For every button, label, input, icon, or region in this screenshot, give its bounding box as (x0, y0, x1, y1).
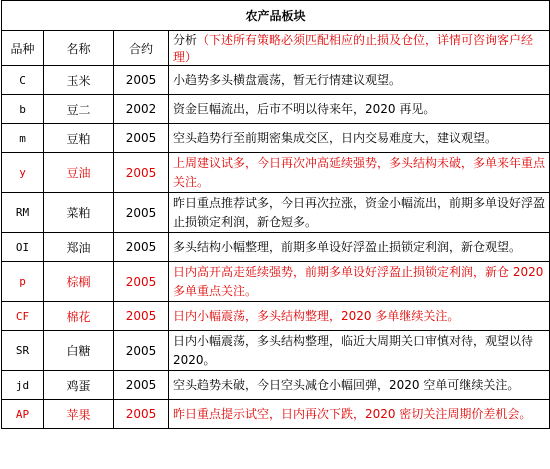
analysis-text: 日内高开高走延续强势，前期多单设好浮盈止损锁定利润，新仓 2020 多单重点关注。 (169, 262, 550, 302)
variety-name: 豆粕 (44, 124, 114, 153)
analysis-text: 昨日重点推荐试多，今日再次拉涨，资金小幅流出，前期多单设好浮盈止损锁定利润，新仓短多。 (169, 193, 550, 233)
contract-month: 2005 (114, 371, 169, 400)
contract-month: 2002 (114, 95, 169, 124)
variety-name: 鸡蛋 (44, 371, 114, 400)
variety-code: CF (2, 302, 44, 331)
analysis-text: 多头结构小幅整理，前期多单设好浮盈止损锁定利润，新仓观望。 (169, 233, 550, 262)
variety-name: 棕榈 (44, 262, 114, 302)
header-analysis-label: 分析 (173, 33, 198, 47)
agri-sector-sheet (1, 0, 549, 429)
table-row (2, 153, 550, 193)
variety-code: y (2, 153, 44, 193)
variety-code: p (2, 262, 44, 302)
variety-name: 郑油 (44, 233, 114, 262)
header-analysis-note: （下述所有策略必须匹配相应的止损及仓位，详情可咨询客户经理） (173, 33, 534, 64)
variety-code: OI (2, 233, 44, 262)
variety-code: m (2, 124, 44, 153)
table-row (2, 400, 550, 429)
analysis-text: 空头趋势未破，今日空头减仓小幅回弹，2020 空单可继续关注。 (169, 371, 550, 400)
analysis-text: 昨日重点提示试空，日内再次下跌，2020 密切关注周期价差机会。 (169, 400, 550, 429)
table-row (2, 331, 550, 371)
variety-name: 棉花 (44, 302, 114, 331)
header-contract: 合约 (114, 31, 169, 66)
variety-code: C (2, 66, 44, 95)
analysis-text: 小趋势多头横盘震荡，暂无行情建议观望。 (169, 66, 550, 95)
table-row (2, 193, 550, 233)
table-row (2, 371, 550, 400)
sheet-title: 农产品板块 (2, 1, 550, 31)
analysis-text: 日内小幅震荡，多头结构整理，2020 多单继续关注。 (169, 302, 550, 331)
contract-month: 2005 (114, 302, 169, 331)
analysis-text: 上周建议试多，今日再次冲高延续强势，多头结构未破，多单来年重点关注。 (169, 153, 550, 193)
title-row (2, 1, 550, 31)
contract-month: 2005 (114, 331, 169, 371)
table-row (2, 124, 550, 153)
contract-month: 2005 (114, 193, 169, 233)
header-row (2, 31, 550, 66)
variety-name: 玉米 (44, 66, 114, 95)
table-row (2, 66, 550, 95)
table-row (2, 233, 550, 262)
variety-code: b (2, 95, 44, 124)
header-analysis (169, 31, 550, 66)
variety-code: jd (2, 371, 44, 400)
variety-name: 白糖 (44, 331, 114, 371)
variety-code: RM (2, 193, 44, 233)
header-name: 名称 (44, 31, 114, 66)
analysis-text: 空头趋势行至前期密集成交区，日内交易难度大，建议观望。 (169, 124, 550, 153)
variety-code: AP (2, 400, 44, 429)
contract-month: 2005 (114, 262, 169, 302)
contract-month: 2005 (114, 153, 169, 193)
contract-month: 2005 (114, 124, 169, 153)
table-row (2, 262, 550, 302)
contract-month: 2005 (114, 66, 169, 95)
table-row (2, 95, 550, 124)
variety-name: 豆二 (44, 95, 114, 124)
variety-name: 菜粕 (44, 193, 114, 233)
header-variety: 品种 (2, 31, 44, 66)
analysis-text: 资金巨幅流出，后市不明以待来年，2020 再见。 (169, 95, 550, 124)
table-row (2, 302, 550, 331)
strategy-table (1, 0, 550, 429)
contract-month: 2005 (114, 233, 169, 262)
variety-name: 豆油 (44, 153, 114, 193)
contract-month: 2005 (114, 400, 169, 429)
variety-code: SR (2, 331, 44, 371)
analysis-text: 日内小幅震荡，多头结构整理，临近大周期关口审慎对待，观望以待 2020。 (169, 331, 550, 371)
variety-name: 苹果 (44, 400, 114, 429)
